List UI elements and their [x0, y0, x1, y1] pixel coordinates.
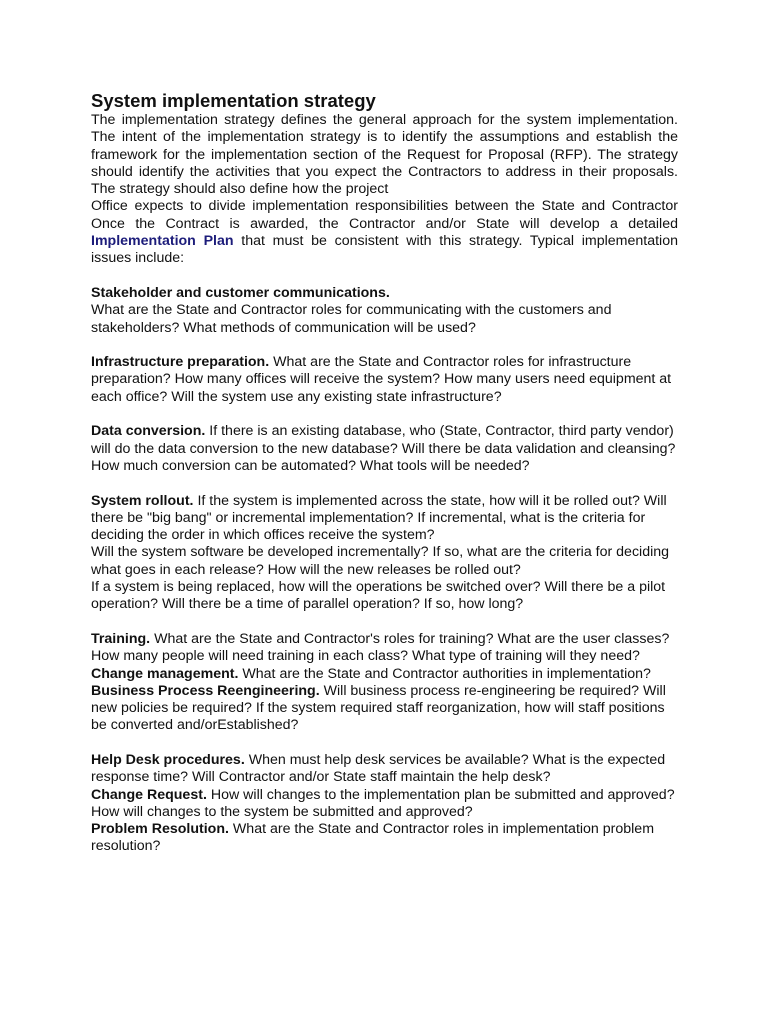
help-desk-heading: Help Desk procedures. — [91, 751, 245, 768]
data-conversion-heading: Data conversion. — [91, 423, 206, 440]
problem-resolution-heading: Problem Resolution. — [91, 821, 229, 838]
intro-paragraph-2-before: Office expects to divide implementation responsibilities between the State and Contractor Once the Contract is awarded, the Contractor and/or State will develop a detailed — [91, 198, 678, 232]
data-conversion-section — [91, 423, 678, 475]
intro-paragraph-1-text: The implementation strategy defines the general approach for the system implementation. The intent of the implementation strategy is to identify the assumptions and establish the framework for the implementation section of the Request for Proposal (RFP). The strategy should identify the activities that you expect the Contractors to address in their proposals. The strategy should also define how the project — [91, 112, 678, 198]
change-management-heading: Change management. — [91, 665, 239, 682]
system-rollout-text-1: If the system is implemented across the state, how will it be rolled out? Will there be "big bang" or incremental implementation? If incremental, what is the criteria for deciding the order in which offices receive the system? — [91, 492, 667, 544]
training-section — [91, 631, 678, 666]
help-desk-section — [91, 752, 678, 787]
stakeholder-text: What are the State and Contractor roles for communicating with the customers and stakeholders? What methods of communication will be used? — [91, 302, 612, 336]
change-request-heading: Change Request. — [91, 786, 207, 803]
problem-resolution-section — [91, 821, 678, 856]
bpr-section — [91, 683, 678, 735]
system-rollout-section — [91, 493, 678, 545]
system-rollout-heading: System rollout. — [91, 492, 194, 509]
system-rollout-text-2: Will the system software be developed incrementally? If so, what are the criteria for deciding what goes in each release? How will the new releases be rolled out? — [91, 544, 670, 578]
data-conversion-text: If there is an existing database, who (State, Contractor, third party vendor) will do the data conversion to the new database? Will there be data validation and cleansing? How much conversion can be automated? What tools will be needed? — [91, 423, 676, 474]
training-text: What are the State and Contractor's roles for training? What are the user classes? How many people will need training in each class? What type of training will they need? — [91, 630, 670, 665]
implementation-plan-link[interactable]: Implementation Plan — [91, 233, 234, 250]
document-page — [91, 90, 678, 856]
intro-paragraph-1 — [91, 112, 678, 198]
intro-paragraph-2 — [91, 198, 678, 267]
intro-paragraph-2-after: that must be consistent with this strategy. Typical implementation issues include: — [91, 233, 678, 267]
change-request-section — [91, 787, 678, 822]
infrastructure-text: What are the State and Contractor roles for infrastructure preparation? How many offices will receive the system? How many users need equipment at each office? Will the system use any existing state infrastructure? — [91, 354, 672, 405]
page-title: System implementation strategy — [91, 90, 376, 111]
system-rollout-text-3: If a system is being replaced, how will the operations be switched over? Will there be a pilot operation? Will there be a time of parallel operation? If so, how long? — [91, 579, 666, 613]
stakeholder-heading: Stakeholder and customer communications. — [91, 284, 390, 301]
change-management-section — [91, 666, 678, 683]
infrastructure-section — [91, 354, 678, 406]
training-heading: Training. — [91, 630, 151, 647]
bpr-heading: Business Process Reengineering. — [91, 682, 320, 699]
bpr-text: Will business process re-engineering be required? Will new policies be required? If the system required staff reorganization, how will staff positions be converted and/orEstablished? — [91, 682, 666, 734]
help-desk-text: When must help desk services be available? What is the expected response time? Will Contractor and/or State staff maintain the help desk? — [91, 751, 666, 786]
infrastructure-heading: Infrastructure preparation. — [91, 354, 270, 371]
change-management-text: What are the State and Contractor authorities in implementation? — [242, 665, 651, 682]
change-request-text: How will changes to the implementation plan be submitted and approved? How will changes to the system be submitted and approved? — [91, 786, 675, 820]
problem-resolution-text: What are the State and Contractor roles in implementation problem resolution? — [91, 821, 655, 855]
